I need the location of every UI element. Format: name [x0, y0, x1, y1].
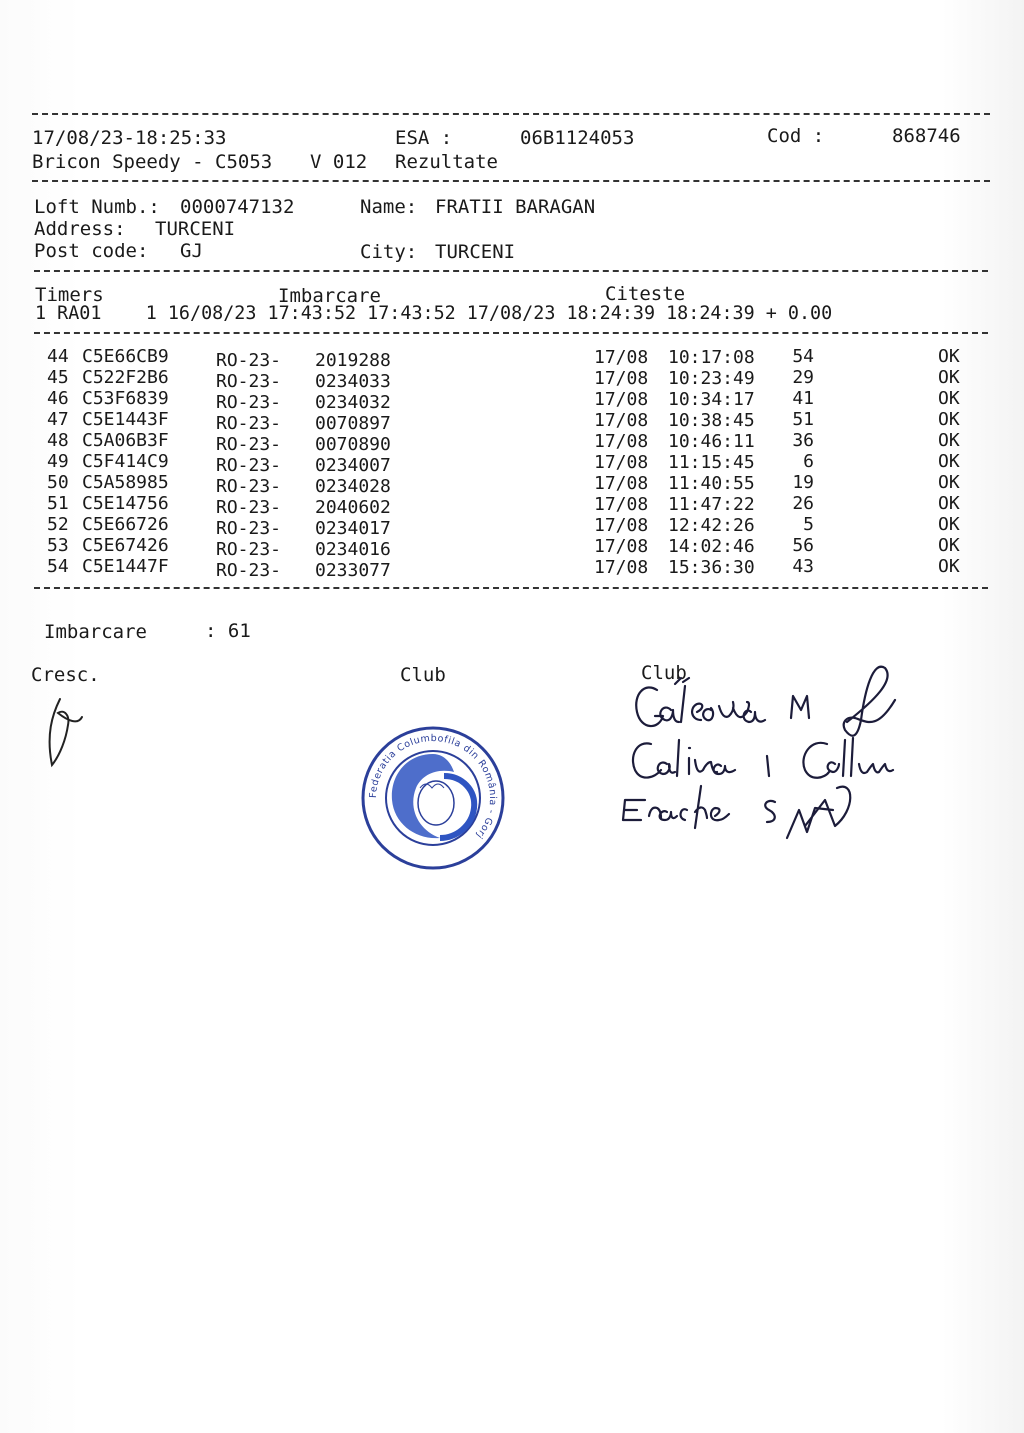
club-stamp: [358, 718, 508, 878]
print-datetime: 17/08/23-18:25:33: [32, 127, 227, 149]
svg-text:Federatia Columbofila din Româ: Federatia Columbofila din România - Gorj: [367, 732, 499, 841]
city-label: City:: [360, 241, 418, 263]
ring-prefix: RO-23-: [216, 497, 282, 518]
ring-prefix: RO-23-: [216, 539, 282, 560]
ring-number: 0070897: [315, 413, 391, 434]
imbarcare-total-value: : 61: [205, 620, 251, 642]
position: 56: [792, 535, 814, 556]
loft-number-value: 0000747132: [180, 196, 295, 218]
chip-id: C5E66726: [82, 514, 169, 535]
divider: [32, 180, 990, 182]
divider: [34, 587, 988, 589]
arrival-date: 17/08: [594, 536, 649, 557]
row-number: 54: [47, 556, 69, 577]
row-number: 48: [47, 430, 69, 451]
divider: [34, 270, 988, 272]
divider: [34, 332, 988, 334]
ring-number: 0234032: [315, 392, 391, 413]
position: 36: [792, 430, 814, 451]
ring-prefix: RO-23-: [216, 560, 282, 581]
cod-value: 868746: [892, 125, 961, 147]
arrival-date: 17/08: [594, 452, 649, 473]
position: 19: [792, 472, 814, 493]
arrival-time: 10:23:49: [668, 368, 755, 389]
citeste-header: Citeste: [605, 283, 686, 305]
arrival-date: 17/08: [594, 515, 649, 536]
chip-id: C5E14756: [82, 493, 169, 514]
device-version: V 012: [310, 151, 368, 173]
divider: [32, 113, 990, 115]
arrival-time: 15:36:30: [668, 557, 755, 578]
chip-id: C522F2B6: [82, 367, 169, 388]
club-label: Club: [641, 662, 687, 684]
ring-prefix: RO-23-: [216, 350, 282, 371]
status: OK: [938, 493, 960, 514]
chip-id: C5A58985: [82, 472, 169, 493]
status: OK: [938, 535, 960, 556]
arrival-time: 10:46:11: [668, 431, 755, 452]
chip-id: C53F6839: [82, 388, 169, 409]
row-number: 47: [47, 409, 69, 430]
post-code-label: Post code:: [34, 240, 149, 262]
cod-label: Cod :: [767, 125, 825, 147]
arrival-date: 17/08: [594, 410, 649, 431]
status: OK: [938, 388, 960, 409]
chip-id: C5F414C9: [82, 451, 169, 472]
position: 43: [792, 556, 814, 577]
address-value: TURCENI: [155, 218, 236, 240]
arrival-time: 10:34:17: [668, 389, 755, 410]
status: OK: [938, 556, 960, 577]
arrival-time: 12:42:26: [668, 515, 755, 536]
row-number: 51: [47, 493, 69, 514]
row-number: 50: [47, 472, 69, 493]
status: OK: [938, 367, 960, 388]
chip-id: C5E66CB9: [82, 346, 169, 367]
chip-id: C5E1447F: [82, 556, 169, 577]
status: OK: [938, 514, 960, 535]
row-number: 45: [47, 367, 69, 388]
row-number: 44: [47, 346, 69, 367]
chip-id: C5E67426: [82, 535, 169, 556]
ring-number: 0234007: [315, 455, 391, 476]
row-number: 49: [47, 451, 69, 472]
imbarcare-header: Imbarcare: [278, 285, 381, 307]
position: 6: [803, 451, 814, 472]
esa-value: 06B1124053: [520, 127, 635, 149]
device-name: Bricon Speedy - C5053: [32, 151, 273, 173]
name-label: Name:: [360, 196, 418, 218]
arrival-date: 17/08: [594, 494, 649, 515]
arrival-time: 11:40:55: [668, 473, 755, 494]
row-number: 46: [47, 388, 69, 409]
chip-id: C5A06B3F: [82, 430, 169, 451]
document-type: Rezultate: [395, 151, 498, 173]
arrival-date: 17/08: [594, 368, 649, 389]
imbarcare-total-label: Imbarcare: [44, 621, 147, 643]
name-value: FRATII BARAGAN: [435, 196, 596, 218]
ring-prefix: RO-23-: [216, 476, 282, 497]
position: 51: [792, 409, 814, 430]
breeder-signature-label: Cresc.: [31, 664, 100, 686]
status: OK: [938, 346, 960, 367]
address-label: Address:: [34, 218, 126, 240]
ring-number: 0070890: [315, 434, 391, 455]
status: OK: [938, 472, 960, 493]
status: OK: [938, 409, 960, 430]
arrival-time: 14:02:46: [668, 536, 755, 557]
club-handwritten-signatures: [615, 660, 915, 860]
arrival-date: 17/08: [594, 473, 649, 494]
ring-number: 0234028: [315, 476, 391, 497]
position: 41: [792, 388, 814, 409]
ring-number: 0234016: [315, 539, 391, 560]
arrival-date: 17/08: [594, 557, 649, 578]
arrival-time: 11:47:22: [668, 494, 755, 515]
ring-prefix: RO-23-: [216, 392, 282, 413]
arrival-time: 10:17:08: [668, 347, 755, 368]
arrival-time: 10:38:45: [668, 410, 755, 431]
arrival-time: 11:15:45: [668, 452, 755, 473]
ring-prefix: RO-23-: [216, 455, 282, 476]
arrival-date: 17/08: [594, 347, 649, 368]
ring-number: 0233077: [315, 560, 391, 581]
ring-prefix: RO-23-: [216, 371, 282, 392]
position: 29: [792, 367, 814, 388]
ring-number: 0234033: [315, 371, 391, 392]
position: 54: [792, 346, 814, 367]
position: 5: [803, 514, 814, 535]
row-number: 53: [47, 535, 69, 556]
ring-number: 0234017: [315, 518, 391, 539]
chip-id: C5E1443F: [82, 409, 169, 430]
arrival-date: 17/08: [594, 431, 649, 452]
ring-prefix: RO-23-: [216, 434, 282, 455]
position: 26: [792, 493, 814, 514]
ring-number: 2040602: [315, 497, 391, 518]
timers-header: Timers: [35, 284, 104, 306]
loft-number-label: Loft Numb.:: [34, 196, 160, 218]
post-code-value: GJ: [180, 240, 203, 262]
timer-line: 1 RA01 1 16/08/23 17:43:52 17:43:52 17/08/23 18:24:39 18:24:39 + 0.00: [35, 303, 833, 324]
esa-label: ESA :: [395, 127, 453, 149]
row-number: 52: [47, 514, 69, 535]
status: OK: [938, 451, 960, 472]
ring-number: 2019288: [315, 350, 391, 371]
breeder-signature: [38, 695, 88, 775]
ring-prefix: RO-23-: [216, 518, 282, 539]
city-value: TURCENI: [435, 241, 516, 263]
status: OK: [938, 430, 960, 451]
arrival-date: 17/08: [594, 389, 649, 410]
ring-prefix: RO-23-: [216, 413, 282, 434]
club-label: Club: [400, 664, 446, 686]
